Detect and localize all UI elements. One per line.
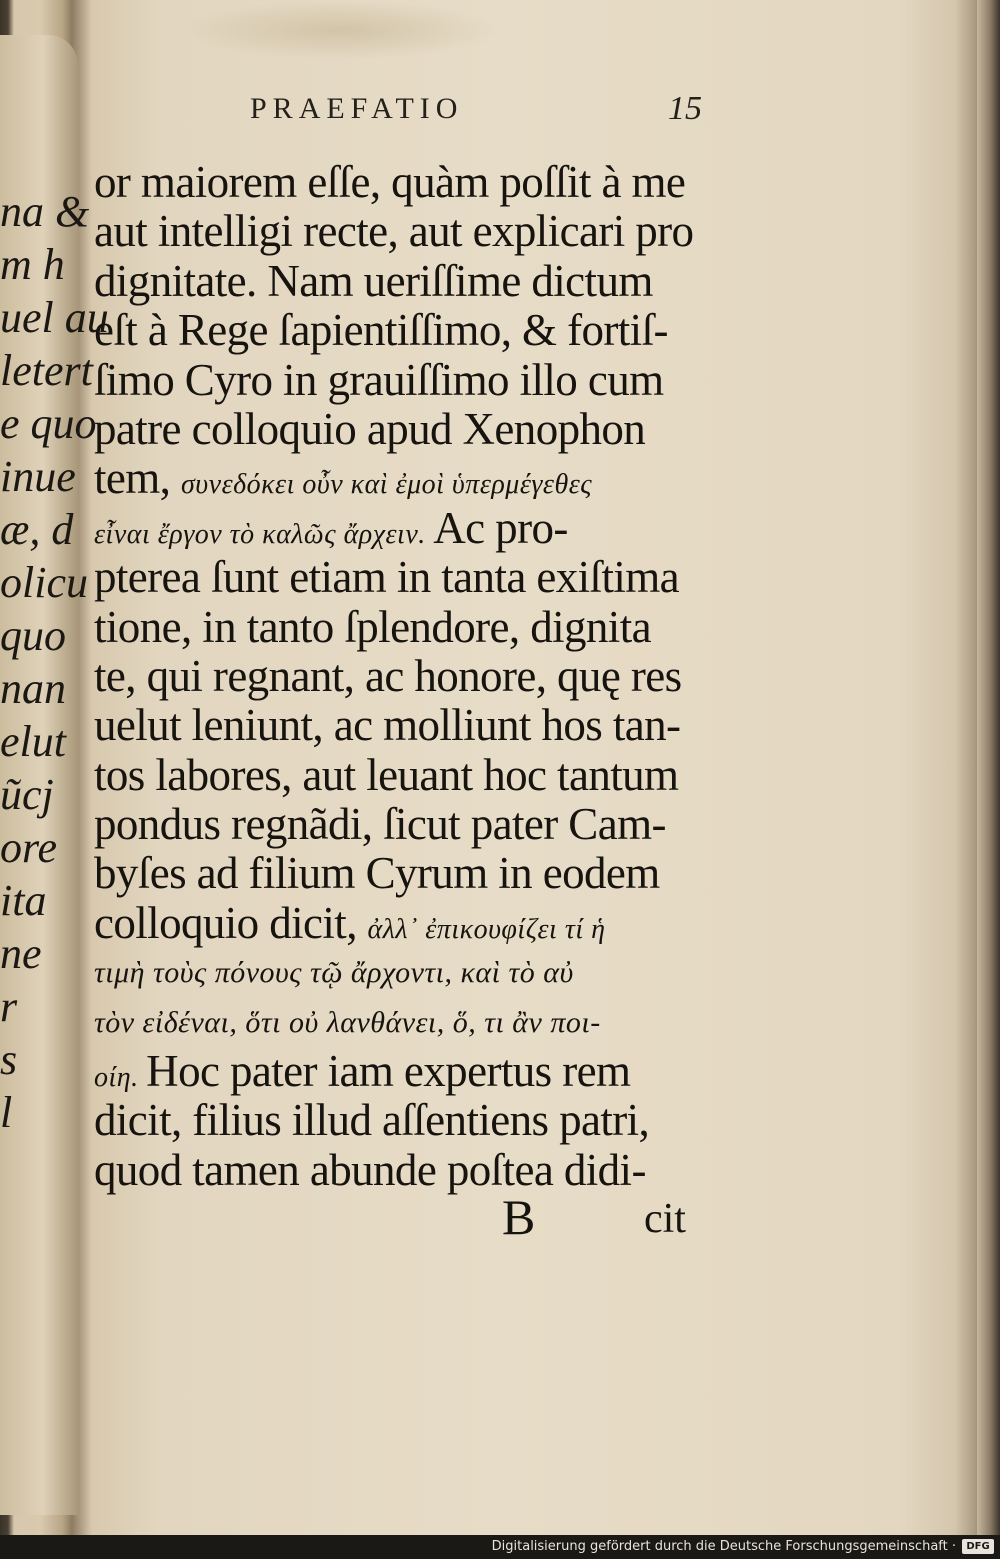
text-line: or maiorem eſſe, quàm poſſit à me [94,157,686,207]
body-text [94,158,704,1195]
text-line [94,899,704,948]
text-line: τιμὴ τοὺς πόνους τῷ ἄρχοντι, καὶ τὸ αὐ [94,956,574,990]
greek-quote: οίη. [94,1062,147,1094]
text-line: τὸν εἰδέναι, ὅτι οὐ λανθάνει, ὅ, τι ἂν ποι- [94,1005,601,1039]
left-fragment-line: na & [0,187,90,236]
left-fragment-line: s [0,1035,18,1084]
text-line: byſes ad filium Cyrum in eodem [94,848,660,899]
latin-text: Ac pro- [433,502,568,553]
left-page-edge [0,35,109,1515]
running-title: PRAEFATIO [250,92,464,125]
footer-bar [0,1535,1000,1559]
text-line: tos labores, aut leuant hoc tantum [94,749,679,800]
left-fragment-line: ita [0,876,47,925]
left-fragment-line: e quo [0,399,97,448]
left-fragment-line: ũcj [0,770,54,819]
left-fragment-line: nan [0,664,66,713]
text-line: dicit, filius illud aſſentiens patri, [94,1095,650,1146]
left-fragment-line: æ, d [0,505,74,554]
dfg-logo: DFG [962,1539,994,1554]
text-line [94,504,704,553]
left-fragment-line: l [0,1088,13,1137]
greek-quote: ἀλλ᾽ ἐπικουφίζει τί ἡ [367,913,606,945]
left-fragment-line: m h [0,240,65,289]
running-header [250,92,720,138]
text-line: tione, in tanto ſplendore, dignita [94,601,651,652]
left-fragment-line: olicu [0,558,88,607]
text-line: aut intelligi recte, aut explicari pro [94,206,694,257]
text-line: quod tamen abunde poſtea didi- [94,1144,646,1195]
left-fragment-line: quo [0,611,66,660]
greek-quote: συνεδόκει οὖν καὶ ἐμοὶ ὑπερμέγεθες [180,469,593,501]
text-line: te, qui regnant, ac honore, quę res [94,650,682,701]
left-fragment-line: letert [0,346,93,395]
text-line [94,454,704,503]
left-fragment-line: elut [0,717,66,766]
catchword: cit [644,1196,686,1242]
left-page-text-fragments [0,185,109,1139]
right-page-edge [955,0,977,1535]
latin-text: tem, [94,453,181,504]
signature-mark: B [502,1189,536,1245]
text-line [94,1047,704,1096]
latin-text: colloquio dicit, [94,897,368,948]
text-line: patre colloquio apud Xenophon [94,403,646,454]
folio-number: 15 [668,90,702,127]
text-line: dignitate. Nam ueriſſime dictum [94,255,653,306]
left-fragment-line: inue [0,452,76,501]
paper-stain [180,0,500,60]
funding-credit: Digitalisierung gefördert durch die Deutsche Forschungsgemeinschaft · [491,1539,956,1554]
left-fragment-line: r [0,982,18,1031]
text-line: pondus regnãdi, ſicut pater Cam- [94,799,666,850]
left-fragment-line: ne [0,929,42,978]
left-fragment-line: ore [0,823,58,872]
text-line: eſt à Rege ſapientiſſimo, & fortiſ- [94,305,668,356]
text-line: ſimo Cyro in grauiſſimo illo cum [94,354,664,405]
text-line: uelut leniunt, ac molliunt hos tan- [94,700,681,751]
greek-quote: εἶναι ἔργον τὸ καλῶς ἄρχειν. [94,518,434,550]
left-fragment-line: uel au [0,293,109,342]
latin-text: Hoc pater iam expertus rem [146,1046,631,1097]
text-line: pterea ſunt etiam in tanta exiſtima [94,552,680,603]
